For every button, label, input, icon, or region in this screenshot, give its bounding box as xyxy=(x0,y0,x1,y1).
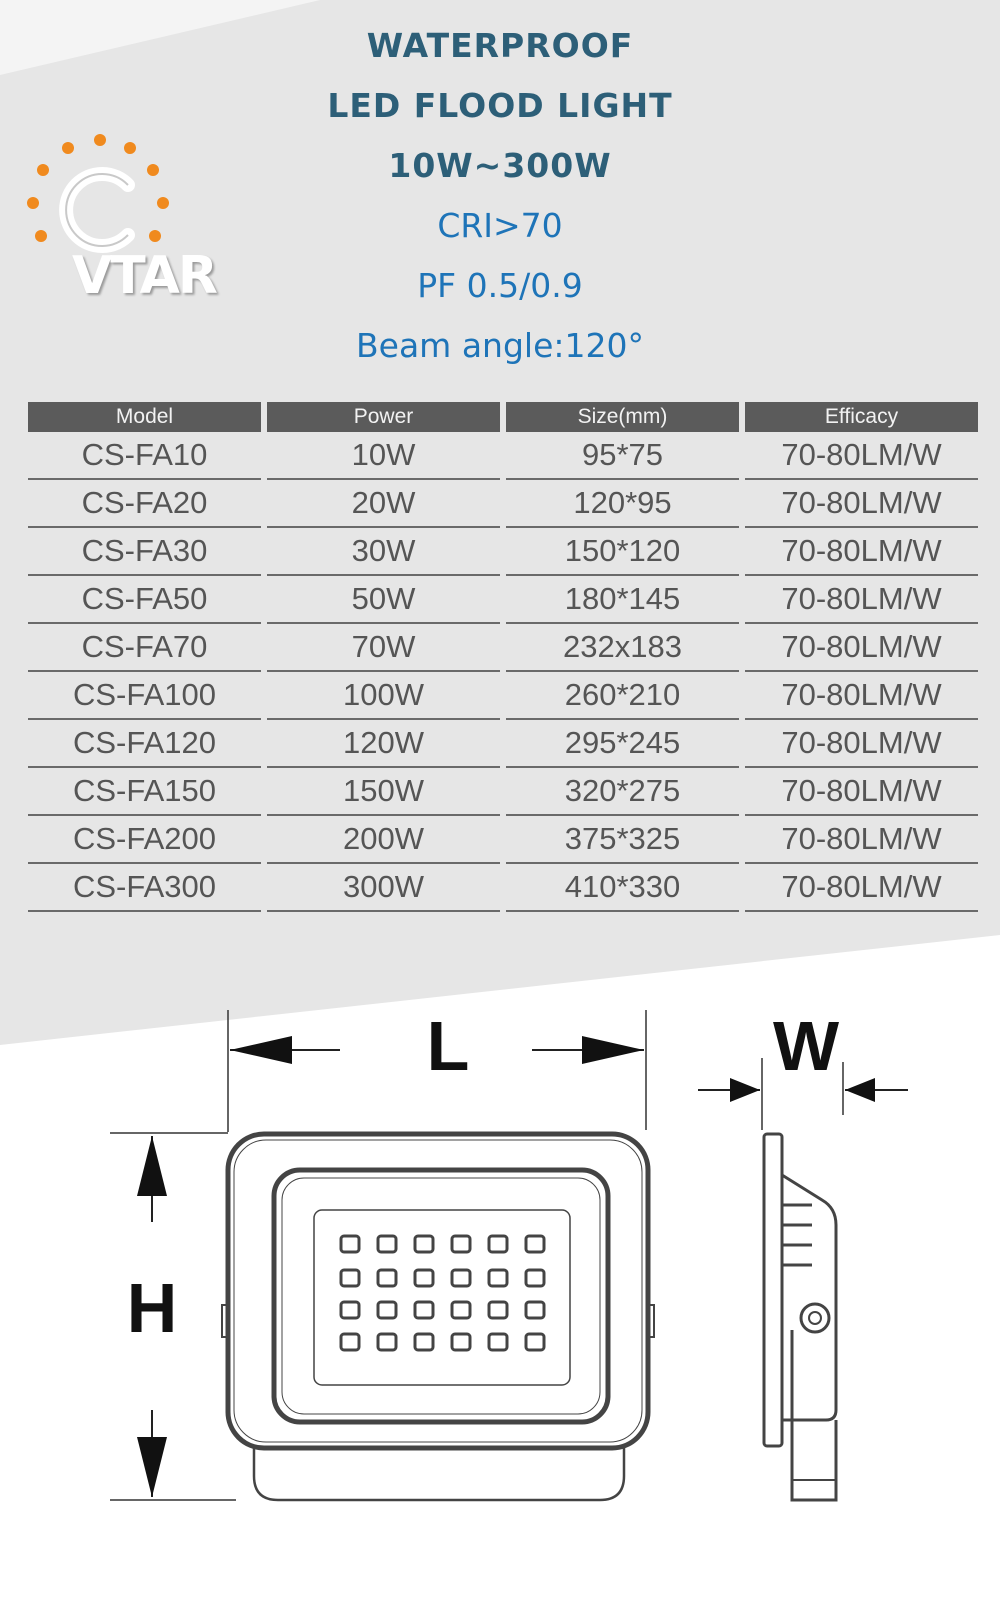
width-label: W xyxy=(772,1007,840,1085)
cell-power: 100W xyxy=(267,672,500,720)
headline-product: LED FLOOD LIGHT xyxy=(327,86,673,125)
cell-size: 232x183 xyxy=(506,624,739,672)
header-power: Power xyxy=(267,402,500,432)
table-row xyxy=(28,672,978,720)
table-row xyxy=(28,816,978,864)
cell-power: 300W xyxy=(267,864,500,912)
cell-power: 150W xyxy=(267,768,500,816)
cell-model: CS-FA50 xyxy=(28,576,261,624)
table-row xyxy=(28,528,978,576)
spec-pf: PF 0.5/0.9 xyxy=(417,266,583,305)
length-label: L xyxy=(426,1007,470,1085)
length-dimension xyxy=(228,1007,646,1132)
cell-efficacy: 70-80LM/W xyxy=(745,864,978,912)
dimension-diagram xyxy=(0,1000,1000,1597)
cell-efficacy: 70-80LM/W xyxy=(745,576,978,624)
table-row xyxy=(28,864,978,912)
cell-power: 70W xyxy=(267,624,500,672)
header-efficacy: Efficacy xyxy=(745,402,978,432)
cell-model: CS-FA10 xyxy=(28,432,261,480)
cell-model: CS-FA150 xyxy=(28,768,261,816)
cell-power: 200W xyxy=(267,816,500,864)
width-dimension xyxy=(698,1007,908,1130)
flood-light-front-icon xyxy=(222,1134,654,1500)
table-row xyxy=(28,480,978,528)
cell-efficacy: 70-80LM/W xyxy=(745,432,978,480)
cell-size: 120*95 xyxy=(506,480,739,528)
logo-wordmark: VTAR xyxy=(72,246,216,306)
table-row xyxy=(28,768,978,816)
height-label: H xyxy=(126,1269,178,1347)
cell-model: CS-FA70 xyxy=(28,624,261,672)
cell-size: 375*325 xyxy=(506,816,739,864)
cell-efficacy: 70-80LM/W xyxy=(745,768,978,816)
cell-model: CS-FA200 xyxy=(28,816,261,864)
spec-beam-angle: Beam angle:120° xyxy=(356,326,644,365)
cell-efficacy: 70-80LM/W xyxy=(745,672,978,720)
cell-power: 50W xyxy=(267,576,500,624)
table-row xyxy=(28,432,978,480)
cell-power: 20W xyxy=(267,480,500,528)
cell-size: 180*145 xyxy=(506,576,739,624)
cell-size: 260*210 xyxy=(506,672,739,720)
cell-size: 295*245 xyxy=(506,720,739,768)
table-row xyxy=(28,720,978,768)
cell-model: CS-FA20 xyxy=(28,480,261,528)
brand-logo xyxy=(20,130,260,310)
headline-waterproof: WATERPROOF xyxy=(366,26,634,65)
spec-table xyxy=(22,402,984,912)
cell-efficacy: 70-80LM/W xyxy=(745,528,978,576)
cell-power: 120W xyxy=(267,720,500,768)
header-model: Model xyxy=(28,402,261,432)
header-size: Size(mm) xyxy=(506,402,739,432)
cell-efficacy: 70-80LM/W xyxy=(745,480,978,528)
cell-size: 410*330 xyxy=(506,864,739,912)
table-row xyxy=(28,624,978,672)
cell-size: 320*275 xyxy=(506,768,739,816)
table-header-row xyxy=(28,402,978,432)
cell-efficacy: 70-80LM/W xyxy=(745,720,978,768)
cell-model: CS-FA120 xyxy=(28,720,261,768)
cell-model: CS-FA30 xyxy=(28,528,261,576)
height-dimension xyxy=(110,1133,236,1500)
cell-efficacy: 70-80LM/W xyxy=(745,816,978,864)
headline-power-range: 10W~300W xyxy=(388,146,612,185)
cell-power: 30W xyxy=(267,528,500,576)
flood-light-side-icon xyxy=(764,1134,836,1500)
table-row xyxy=(28,576,978,624)
cell-model: CS-FA100 xyxy=(28,672,261,720)
spec-cri: CRI>70 xyxy=(437,206,563,245)
cell-power: 10W xyxy=(267,432,500,480)
cell-size: 95*75 xyxy=(506,432,739,480)
cell-size: 150*120 xyxy=(506,528,739,576)
cell-efficacy: 70-80LM/W xyxy=(745,624,978,672)
cell-model: CS-FA300 xyxy=(28,864,261,912)
